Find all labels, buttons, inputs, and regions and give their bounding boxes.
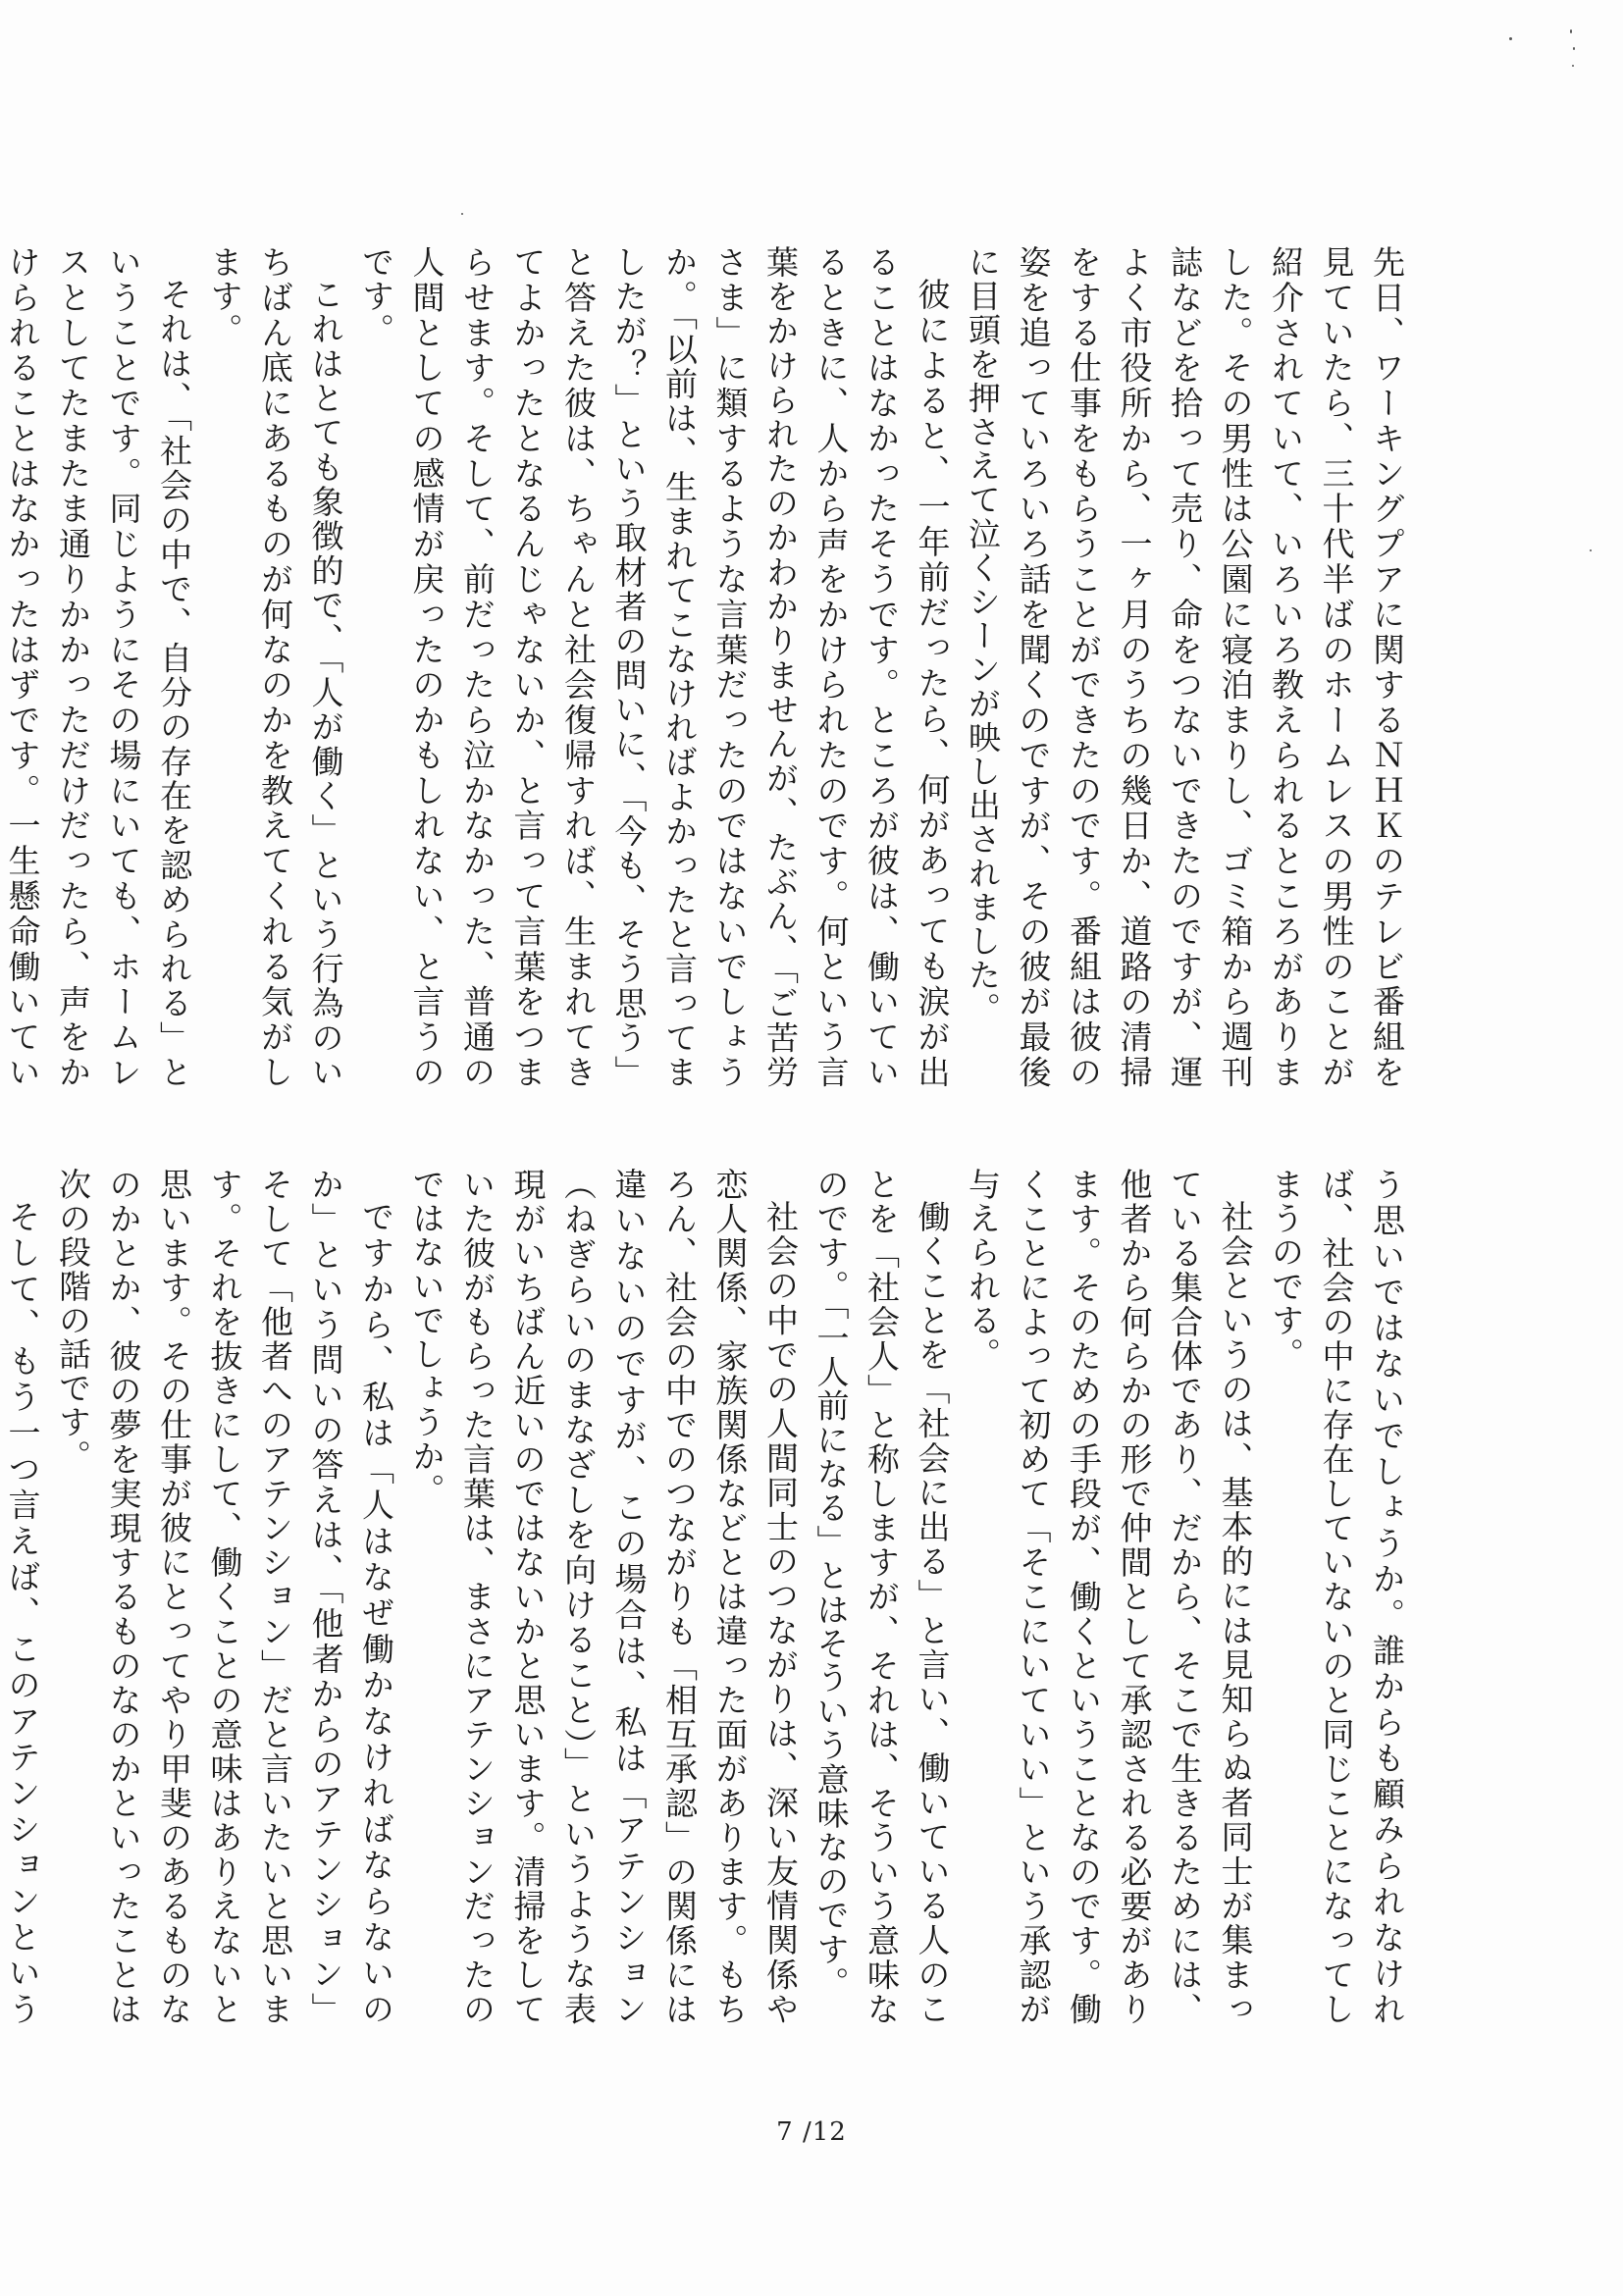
- scan-speck: [1590, 549, 1592, 551]
- paragraph: 社会の中での人間同士のつながりは、深い友情関係や恋人関係、家族関係などとは違った面があります。もちろん、社会の中でのつながりも「相互承認」の関係には違いないのですが、この場合は、私は「アテンション（ねぎらいのまなざしを向けること）」というような表現がいちばん近いのではないかと思います。清掃をしていた彼がもらった言葉は、まさにアテンションだったのではないでしょうか。: [407, 1168, 800, 2026]
- scan-speck: [1573, 47, 1575, 50]
- paragraph: そして、もう一つ言えば、このアテンションという: [3, 1200, 42, 2026]
- lower-text-block: [3, 1168, 1412, 2026]
- paragraph: 社会というのは、基本的には見知らぬ者同士が集まっている集合体であり、だから、そこで生きるためには、他者から何らかの形で仲間として承認される必要があります。そのための手段が、働くということなのです。働くことによって初めて「そこにいていい」という承認が与えられる。: [964, 1168, 1255, 2026]
- page-number: 7 /12: [776, 2117, 847, 2147]
- scan-speck: [461, 213, 463, 215]
- paragraph: それは、「社会の中で、自分の存在を認められる」ということです。同じようにその場にいても、ホームレスとしてたまたま通りかかっただけだったら、声をかけられることはなかったはずです。一生懸命働いてい: [3, 245, 193, 1089]
- paragraph: 彼によると、一年前だったら、何があっても涙が出ることはなかったそうです。ところが彼は、働いているときに、人から声をかけられたのです。何という言葉をかけられたのかわかりませんが、たぶん、「ご苦労さま」に類するような言葉だったのではないでしょうか。「以前は、生まれてこなければよかったと言ってましたが？」という取材者の問いに、「今も、そう思う」と答えた彼は、ちゃんと社会復帰すれば、生まれてきてよかったとなるんじゃないか、と言って言葉をつまらせます。そして、前だったら泣かなかった、普通の人間としての感情が戻ったのかもしれない、と言うのです。: [357, 245, 952, 1089]
- paragraph: う思いではないでしょうか。誰からも顧みられなければ、社会の中に存在していないのと同じことになってしまうのです。: [1267, 1168, 1406, 2026]
- scan-speck: [1570, 29, 1572, 33]
- upper-text-block: [3, 245, 1412, 1089]
- paragraph: 先日、ワーキングプアに関するＮＨＫのテレビ番組を見ていたら、三十代半ばのホームレスの男性のことが紹介されていて、いろいろ教えられるところがありました。その男性は公園に寝泊まりし、ゴミ箱から週刊誌などを拾って売り、命をつないできたのですが、運よく市役所から、一ヶ月のうちの幾日か、道路の清掃をする仕事をもらうことができたのです。番組は彼の姿を追っていろいろ話を聞くのですが、その彼が最後に目頭を押さえて泣くシーンが映し出されました。: [964, 245, 1406, 1089]
- paragraph: ですから、私は「人はなぜ働かなければならないのか」という問いの答えは、「他者からのアテンション」そして「他者へのアテンション」だと言いたいと思います。それを抜きにして、働くことの意味はありえないと思います。その仕事が彼にとってやり甲斐のあるものなのかとか、彼の夢を実現するものなのかといったことは次の段階の話です。: [54, 1168, 395, 2026]
- paragraph: これはとても象徴的で、「人が働く」という行為のいちばん底にあるものが何なのかを教えてくれる気がします。: [205, 245, 345, 1089]
- scan-speck: [1572, 65, 1574, 67]
- paragraph: 働くことを「社会に出る」と言い、働いている人のことを「社会人」と称しますが、それは、そういう意味なのです。「一人前になる」とはそういう意味なのです。: [812, 1168, 952, 2026]
- scan-speck: [1509, 37, 1512, 40]
